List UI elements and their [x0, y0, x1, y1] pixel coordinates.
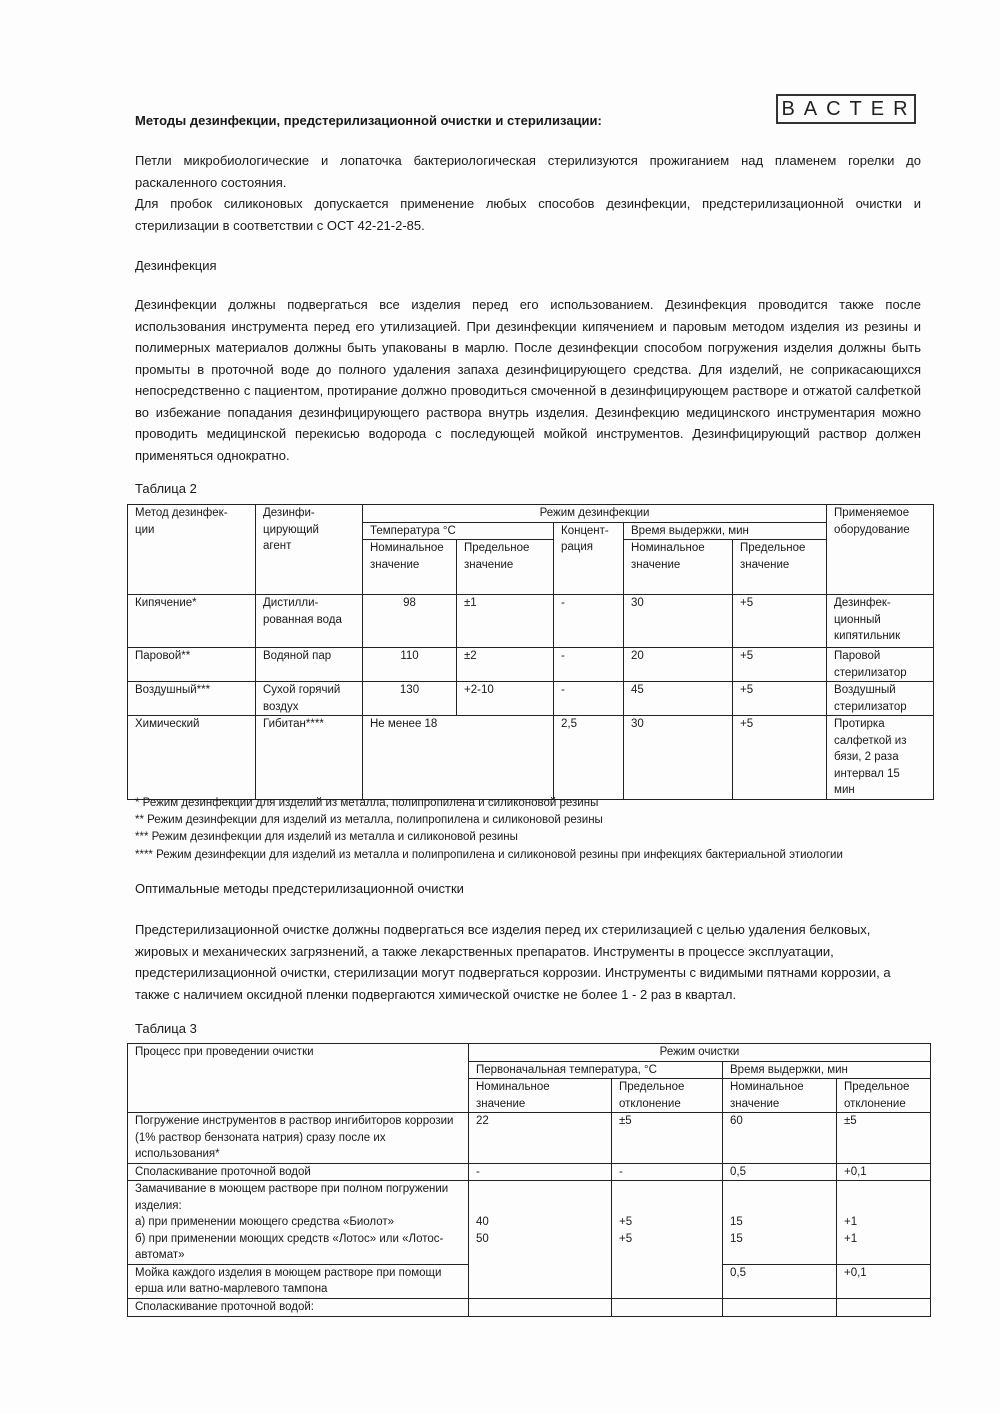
intro-paragraph-2: Для пробок силиконовых допускается применение любых способов дезинфекции, предстерилизационной очистки и стерилизации в соответствии с ОСТ 42-21-2-85. — [135, 196, 921, 233]
time-limit-cell: +5 — [733, 648, 827, 682]
process-cell: Замачивание в моющем растворе при полном погружении изделия: а) при применении моющего средства «Биолот» б) при применении моющих средств «Лотос» или «Лотос-автомат» — [128, 1181, 469, 1265]
equipment-cell: Дезинфек- ционный кипятильник — [827, 595, 934, 648]
table3-caption: Таблица 3 — [135, 1021, 197, 1036]
table-row — [128, 1163, 931, 1181]
time-nominal-cell: 45 — [624, 682, 733, 716]
table-row — [128, 1113, 931, 1164]
time-nominal-cell: 0,5 — [723, 1264, 837, 1298]
header-time-nominal: Номинальное значение — [624, 540, 733, 595]
temperature-limit-cell: ±1 — [457, 595, 554, 648]
header-mode: Режим очистки — [469, 1044, 931, 1062]
cleaning-heading: Оптимальные методы предстерилизационной очистки — [135, 881, 464, 896]
process-cell: Мойка каждого изделия в моющем растворе при помощи ерша или ватно-марлевого тампона — [128, 1264, 469, 1298]
header-temp-nominal: Номинальное значение — [363, 540, 457, 595]
intro-paragraph-1: Петли микробиологические и лопаточка бактериологическая стерилизуются прожиганием над пламенем горелки до раскаленного состояния. — [135, 153, 921, 190]
bacter-logo: BACTER — [776, 94, 916, 124]
table-row — [128, 1181, 931, 1265]
header-concentration: Концент- рация — [554, 522, 624, 595]
method-cell: Паровой** — [128, 648, 256, 682]
time-limit-cell: +5 — [733, 682, 827, 716]
cleaning-table — [127, 1043, 931, 1317]
table-row — [128, 682, 934, 716]
temperature-limit-cell: +2-10 — [457, 682, 554, 716]
agent-cell: Гибитан**** — [256, 716, 363, 800]
disinfection-paragraph: Дезинфекции должны подвергаться все изделия перед его использованием. Дезинфекция проводится также после использования инструмента перед его утилизацией. При дезинфекции кипячением и паровым методом изделия из резины и полимерных материалов должны быть упакованы в марлю. После дезинфекции способом погружения изделия должны быть промыты в проточной воде до полного удаления запаха дезинфицирующего средства. Для изделий, не соприкасающихся непосредственно с пациентом, протирание должно проводиться смоченной в дезинфицирующем растворе и отжатой салфеткой во избежание попадания дезинфицирующего раствора внутрь изделия. Дезинфекцию медицинского инструментария можно проводить медицинской перекисью водорода с последующей мойкой инструментов. Дезинфицирующий раствор должен применяться однократно. — [135, 297, 921, 463]
process-cell: Споласкивание проточной водой: — [128, 1298, 469, 1316]
header-time-limit: Предельное значение — [733, 540, 827, 595]
equipment-cell: Воздушный стерилизатор — [827, 682, 934, 716]
time-nominal-cell: 30 — [624, 716, 733, 800]
header-equipment: Применяемое оборудование — [827, 505, 934, 595]
temperature-limit-cell: ±2 — [457, 648, 554, 682]
header-time: Время выдержки, мин — [723, 1061, 931, 1079]
temperature-nominal-cell: 98 — [363, 595, 457, 648]
cleaning-paragraph: Предстерилизационной очистке должны подвергаться все изделия перед их стерилизацией с целью удаления белковых, жировых и механических загрязнений, а также лекарственных препаратов. Инструменты в процессе эксплуатации, предстерилизационной очистки, стерилизации могут подвергаться коррозии. Инструменты с видимыми пятнами коррозии, а также с наличием оксидной пленки подвергаются химической очистке не более 1 - 2 раз в квартал. — [135, 922, 891, 1002]
disinfection-table — [127, 504, 934, 800]
footnote-1: * Режим дезинфекции для изделий из металла, полипропилена и силиконовой резины — [135, 797, 599, 809]
agent-cell: Водяной пар — [256, 648, 363, 682]
temperature-deviation-cell — [612, 1298, 723, 1316]
time-limit-cell: +5 — [733, 716, 827, 800]
header-temperature: Температура °С — [363, 522, 554, 540]
disinfection-heading: Дезинфекция — [135, 258, 217, 273]
header-temp-nominal: Номинальное значение — [469, 1079, 612, 1113]
concentration-cell: - — [554, 595, 624, 648]
temperature-nominal-cell: 110 — [363, 648, 457, 682]
header-method: Метод дезинфек- ции — [128, 505, 256, 595]
footnote-4: **** Режим дезинфекции для изделий из металла и полипропилена и силиконовой резины при инфекциях бактериальной этиологии — [135, 849, 843, 861]
table-row — [128, 595, 934, 648]
header-time-nominal: Номинальное значение — [723, 1079, 837, 1113]
method-cell: Воздушный*** — [128, 682, 256, 716]
header-process: Процесс при проведении очистки — [128, 1044, 469, 1113]
footnote-2: ** Режим дезинфекции для изделий из металла, полипропилена и силиконовой резины — [135, 814, 603, 826]
time-nominal-cell — [723, 1298, 837, 1316]
header-temp-limit: Предельное значение — [457, 540, 554, 595]
header-mode: Режим дезинфекции — [363, 505, 827, 523]
time-deviation-cell: +1 +1 — [837, 1181, 931, 1265]
concentration-cell: - — [554, 648, 624, 682]
header-temp-deviation: Предельное отклонение — [612, 1079, 723, 1113]
header-temperature: Первоначальная температура, °С — [469, 1061, 723, 1079]
process-cell: Погружение инструментов в раствор ингибиторов коррозии (1% раствор бензоната натрия) сразу после их использования* — [128, 1113, 469, 1164]
temperature-deviation-cell: - — [612, 1163, 723, 1181]
time-deviation-cell — [837, 1298, 931, 1316]
temperature-nominal-cell: - — [469, 1163, 612, 1181]
footnote-3: *** Режим дезинфекции для изделий из металла и силиконовой резины — [135, 831, 518, 843]
concentration-cell: 2,5 — [554, 716, 624, 800]
header-time: Время выдержки, мин — [624, 522, 827, 540]
temperature-nominal-cell: 130 — [363, 682, 457, 716]
time-deviation-cell: ±5 — [837, 1113, 931, 1164]
temperature-nominal-cell: 22 — [469, 1113, 612, 1164]
equipment-cell: Паровой стерилизатор — [827, 648, 934, 682]
temperature-cell: Не менее 18 — [363, 716, 554, 800]
process-cell: Споласкивание проточной водой — [128, 1163, 469, 1181]
equipment-cell: Протирка салфеткой из бязи, 2 раза интервал 15 мин — [827, 716, 934, 800]
table-row — [128, 1298, 931, 1316]
table-row — [128, 716, 934, 800]
method-cell: Химический — [128, 716, 256, 800]
temperature-deviation-cell: ±5 — [612, 1113, 723, 1164]
table-row — [128, 648, 934, 682]
time-nominal-cell: 15 15 — [723, 1181, 837, 1265]
time-deviation-cell: +0,1 — [837, 1264, 931, 1298]
header-agent: Дезинфи- цирующий агент — [256, 505, 363, 595]
agent-cell: Дистилли- рованная вода — [256, 595, 363, 648]
header-time-deviation: Предельное отклонение — [837, 1079, 931, 1113]
time-limit-cell: +5 — [733, 595, 827, 648]
method-cell: Кипячение* — [128, 595, 256, 648]
time-nominal-cell: 60 — [723, 1113, 837, 1164]
concentration-cell: - — [554, 682, 624, 716]
temperature-nominal-cell: 40 50 — [469, 1181, 612, 1299]
document-title: Методы дезинфекции, предстерилизационной очистки и стерилизации: — [135, 113, 602, 128]
agent-cell: Сухой горячий воздух — [256, 682, 363, 716]
time-nominal-cell: 0,5 — [723, 1163, 837, 1181]
temperature-deviation-cell: +5 +5 — [612, 1181, 723, 1299]
temperature-nominal-cell — [469, 1298, 612, 1316]
time-nominal-cell: 20 — [624, 648, 733, 682]
table2-caption: Таблица 2 — [135, 481, 197, 496]
time-deviation-cell: +0,1 — [837, 1163, 931, 1181]
time-nominal-cell: 30 — [624, 595, 733, 648]
